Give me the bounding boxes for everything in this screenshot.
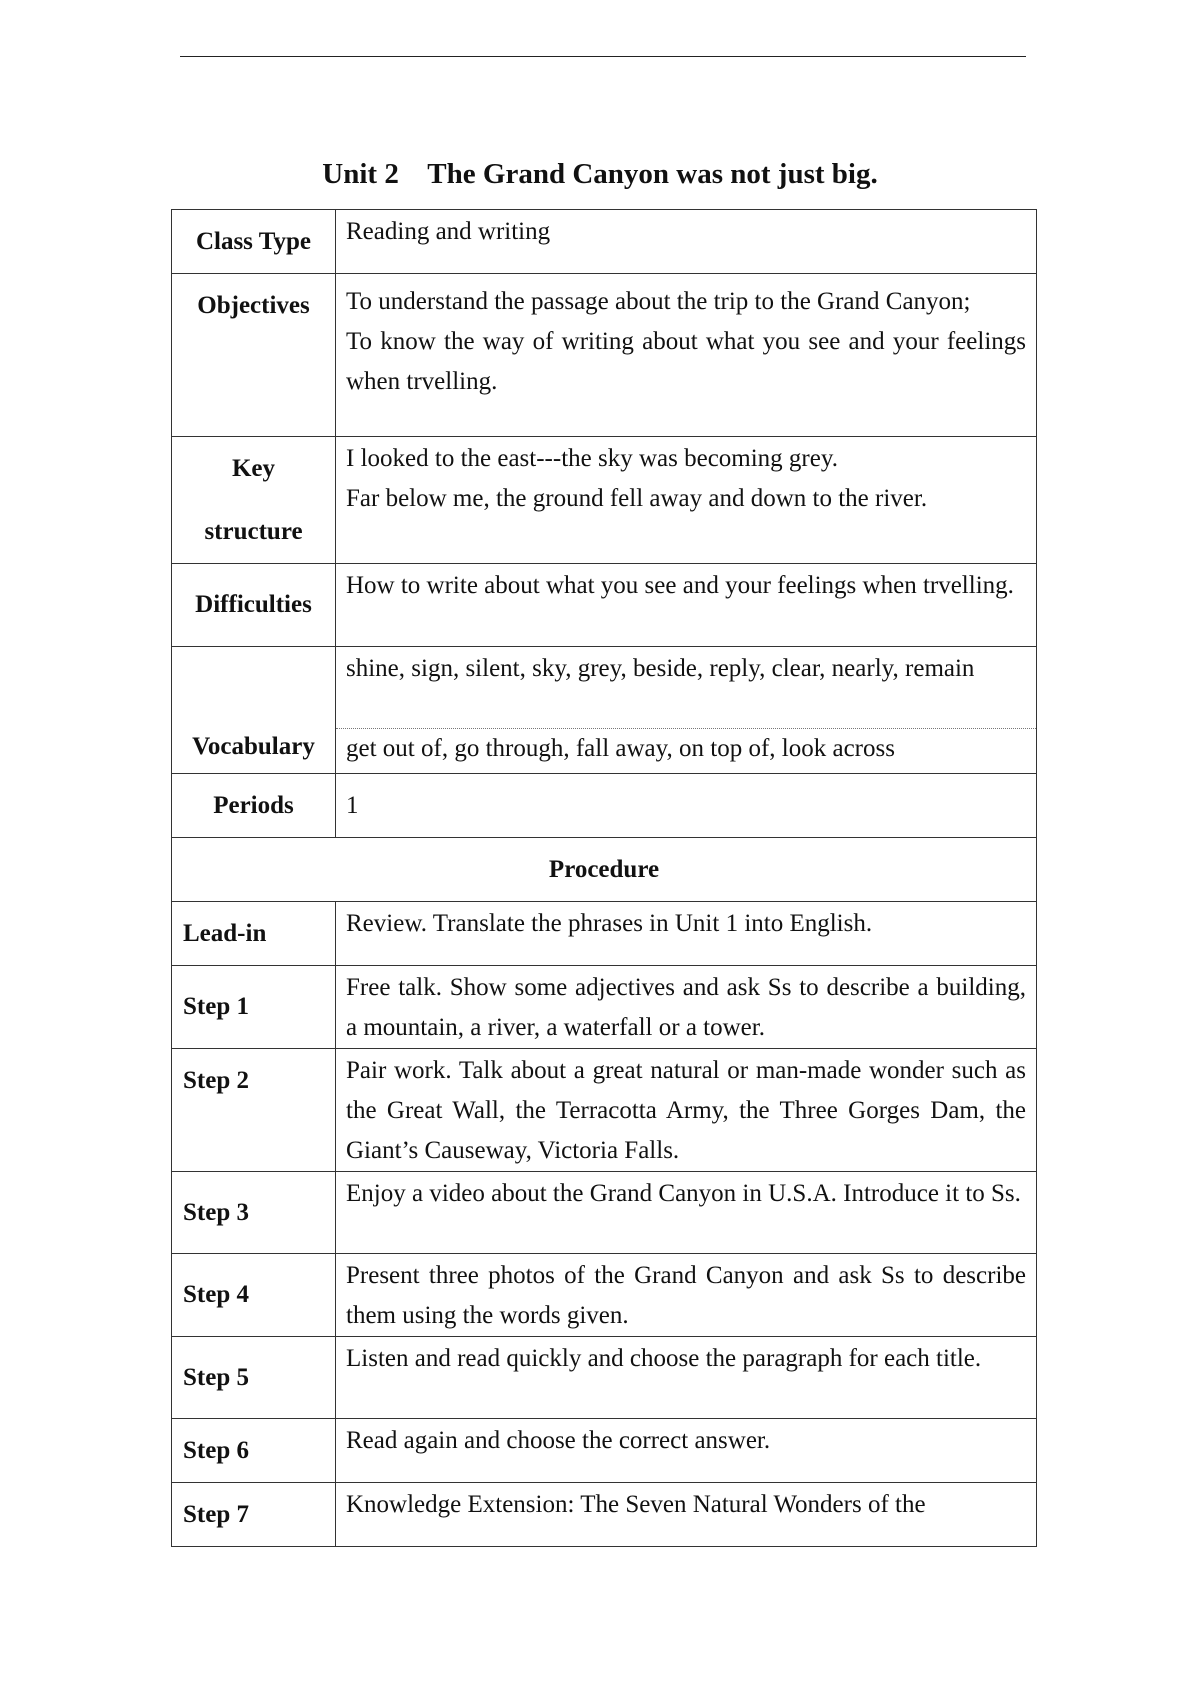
class-type-value: Reading and writing (336, 210, 1037, 274)
row-difficulties (172, 564, 1037, 647)
row-procedure-heading (172, 838, 1037, 902)
key-structure-label-line: structure (204, 518, 303, 545)
procedure-heading: Procedure (172, 838, 1037, 902)
step-label: Step 7 (172, 1483, 336, 1547)
difficulties-value: How to write about what you see and your feelings when trvelling. (336, 564, 1037, 647)
key-structure-label-line: Key (231, 455, 276, 482)
procedure-row (172, 1254, 1037, 1337)
step-text: Read again and choose the correct answer. (336, 1419, 1037, 1483)
procedure-row (172, 966, 1037, 1049)
vocabulary-words: shine, sign, silent, sky, grey, beside, reply, clear, nearly, remain (336, 647, 1037, 729)
row-objectives (172, 274, 1037, 437)
row-class-type (172, 210, 1037, 274)
step-text: Pair work. Talk about a great natural or man-made wonder such as the Great Wall, the Terracotta Army, the Three Gorges Dam, the Giant’s Causeway, Victoria Falls. (336, 1049, 1037, 1172)
key-structure-label (172, 437, 336, 564)
key-structure-value (336, 437, 1037, 564)
periods-value: 1 (336, 774, 1037, 838)
vocabulary-label: Vocabulary (172, 647, 336, 774)
objectives-value (336, 274, 1037, 437)
step-text: Listen and read quickly and choose the paragraph for each title. (336, 1337, 1037, 1419)
procedure-row (172, 1049, 1037, 1172)
objective-line: To know the way of writing about what you see and your feelings when trvelling. (346, 328, 1026, 395)
procedure-row (172, 1337, 1037, 1419)
step-label: Step 1 (172, 966, 336, 1049)
class-type-label: Class Type (172, 210, 336, 274)
objectives-label: Objectives (172, 274, 336, 437)
row-vocabulary-words (172, 647, 1037, 729)
step-text: Present three photos of the Grand Canyon and ask Ss to describe them using the words given. (336, 1254, 1037, 1337)
step-label: Lead-in (172, 902, 336, 966)
row-periods (172, 774, 1037, 838)
row-key-structure (172, 437, 1037, 564)
key-structure-line: Far below me, the ground fell away and down to the river. (346, 485, 928, 512)
key-structure-line: I looked to the east---the sky was becoming grey. (346, 445, 838, 472)
step-text: Enjoy a video about the Grand Canyon in U.S.A. Introduce it to Ss. (336, 1172, 1037, 1254)
objective-line: To understand the passage about the trip to the Grand Canyon; (346, 288, 971, 315)
step-label: Step 2 (172, 1049, 336, 1172)
step-label: Step 3 (172, 1172, 336, 1254)
procedure-row (172, 902, 1037, 966)
procedure-row (172, 1172, 1037, 1254)
lesson-plan-table (171, 209, 1037, 1547)
step-label: Step 4 (172, 1254, 336, 1337)
step-label: Step 6 (172, 1419, 336, 1483)
step-text: Review. Translate the phrases in Unit 1 into English. (336, 902, 1037, 966)
procedure-row (172, 1419, 1037, 1483)
document-title: Unit 2 The Grand Canyon was not just big. (322, 158, 878, 190)
vocabulary-phrases: get out of, go through, fall away, on top of, look across (336, 729, 1037, 774)
step-text: Knowledge Extension: The Seven Natural Wonders of the (336, 1483, 1037, 1547)
procedure-row (172, 1483, 1037, 1547)
header-rule (180, 56, 1026, 57)
difficulties-label: Difficulties (172, 564, 336, 647)
periods-label: Periods (172, 774, 336, 838)
step-label: Step 5 (172, 1337, 336, 1419)
step-text: Free talk. Show some adjectives and ask Ss to describe a building, a mountain, a river, a waterfall or a tower. (336, 966, 1037, 1049)
